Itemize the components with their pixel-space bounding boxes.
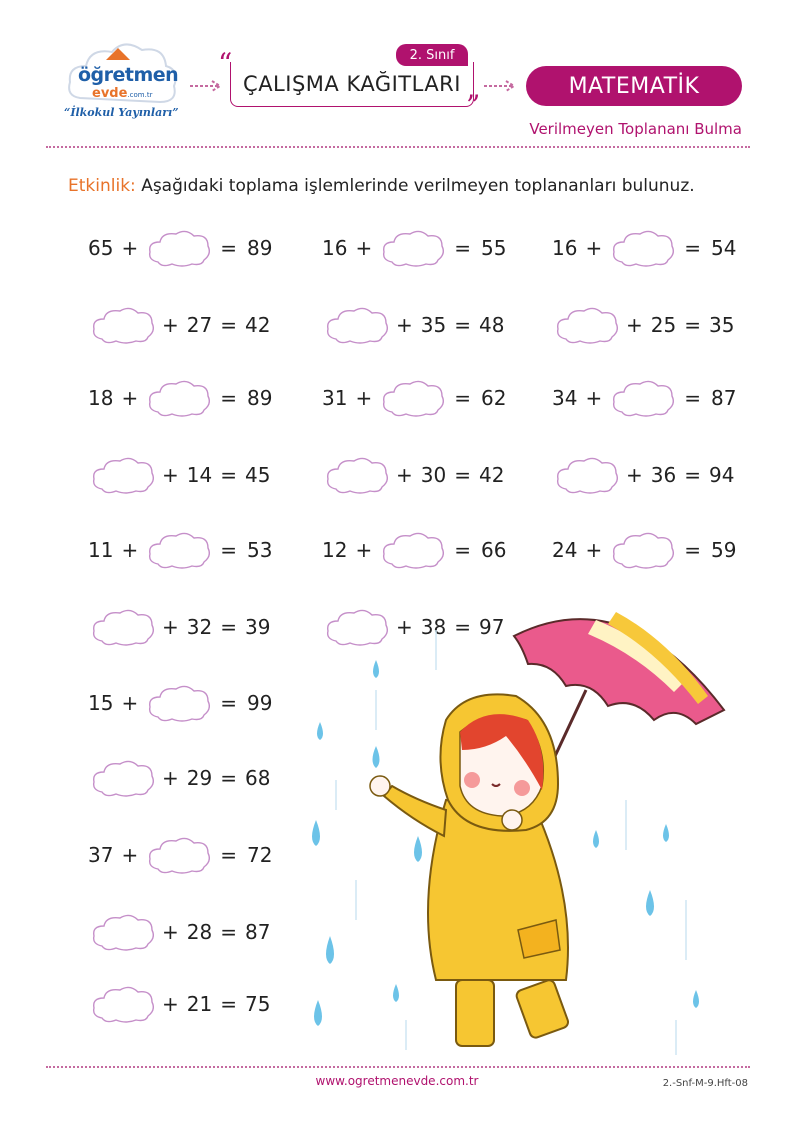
known-addend: 25 [650, 313, 677, 337]
known-addend: 65 [88, 236, 114, 260]
sum-value: 89 [246, 236, 273, 260]
equals-sign: = [684, 386, 701, 410]
footer-url[interactable]: www.ogretmenevde.com.tr [315, 1074, 479, 1088]
answer-cloud-box[interactable] [90, 984, 154, 1024]
sum-value: 35 [708, 313, 735, 337]
plus-sign: + [585, 538, 603, 562]
answer-cloud-box[interactable] [90, 607, 154, 647]
answer-cloud-box[interactable] [146, 228, 210, 268]
plus-sign: + [585, 236, 603, 260]
sum-value: 55 [480, 236, 507, 260]
equals-sign: = [220, 766, 237, 790]
sum-value: 45 [244, 463, 271, 487]
sum-value: 42 [478, 463, 505, 487]
open-quote: “ [218, 47, 233, 80]
sum-value: 66 [480, 538, 507, 562]
sum-value: 48 [478, 313, 505, 337]
addition-problem [88, 228, 272, 268]
answer-cloud-box[interactable] [380, 378, 444, 418]
sum-value: 99 [246, 691, 273, 715]
plus-sign: + [396, 313, 413, 337]
plus-sign: + [585, 386, 603, 410]
answer-cloud-box[interactable] [146, 530, 210, 570]
addition-problem [554, 455, 734, 495]
sum-value: 53 [246, 538, 273, 562]
sum-value: 72 [246, 843, 273, 867]
girl-with-umbrella-illustration [296, 600, 736, 1060]
answer-cloud-box[interactable] [554, 455, 618, 495]
addition-problem [322, 378, 506, 418]
known-addend: 35 [420, 313, 447, 337]
sum-value: 42 [244, 313, 271, 337]
grade-badge: 2. Sınıf [396, 44, 468, 66]
known-addend: 16 [322, 236, 348, 260]
equals-sign: = [220, 386, 237, 410]
instruction-text: Aşağıdaki toplama işlemlerinde verilmeyen toplananları bulunuz. [141, 176, 695, 196]
answer-cloud-box[interactable] [324, 305, 388, 345]
answer-cloud-box[interactable] [554, 305, 618, 345]
addition-problem [90, 758, 270, 798]
addition-problem [88, 378, 272, 418]
known-addend: 38 [420, 615, 447, 639]
equals-sign: = [684, 538, 701, 562]
addition-problem [552, 530, 736, 570]
known-addend: 18 [88, 386, 114, 410]
known-addend: 11 [88, 538, 114, 562]
divider [46, 146, 750, 148]
known-addend: 29 [186, 766, 213, 790]
equals-sign: = [220, 313, 237, 337]
close-quote: ” [466, 89, 481, 122]
equals-sign: = [454, 313, 471, 337]
known-addend: 28 [186, 920, 213, 944]
sum-value: 62 [480, 386, 507, 410]
answer-cloud-box[interactable] [90, 455, 154, 495]
plus-sign: + [162, 313, 179, 337]
answer-cloud-box[interactable] [610, 378, 674, 418]
equals-sign: = [454, 386, 471, 410]
plus-sign: + [162, 615, 179, 639]
plus-sign: + [355, 236, 373, 260]
subject-label: MATEMATİK [568, 73, 700, 99]
answer-cloud-box[interactable] [90, 758, 154, 798]
known-addend: 32 [186, 615, 213, 639]
addition-problem [552, 378, 736, 418]
plus-sign: + [396, 615, 413, 639]
plus-sign: + [162, 992, 179, 1016]
addition-problem [88, 683, 272, 723]
known-addend: 31 [322, 386, 348, 410]
equals-sign: = [684, 463, 701, 487]
answer-cloud-box[interactable] [90, 912, 154, 952]
logo-name-line2: evde.com.tr [92, 86, 153, 101]
instruction [68, 176, 695, 196]
plus-sign: + [162, 463, 179, 487]
addition-problem [554, 305, 734, 345]
answer-cloud-box[interactable] [146, 683, 210, 723]
plus-sign: + [121, 691, 139, 715]
plus-sign: + [355, 538, 373, 562]
known-addend: 14 [186, 463, 213, 487]
addition-problem [324, 305, 504, 345]
known-addend: 30 [420, 463, 447, 487]
addition-problem [552, 228, 736, 268]
plus-sign: + [626, 313, 643, 337]
addition-problem [322, 228, 506, 268]
divider [46, 1066, 750, 1068]
known-addend: 24 [552, 538, 578, 562]
answer-cloud-box[interactable] [146, 835, 210, 875]
addition-problem [88, 530, 272, 570]
sum-value: 39 [244, 615, 271, 639]
equals-sign: = [220, 691, 237, 715]
equals-sign: = [220, 615, 237, 639]
sum-value: 87 [244, 920, 271, 944]
arrow-right-icon [188, 78, 228, 94]
equals-sign: = [220, 843, 237, 867]
addition-problem [90, 984, 270, 1024]
logo-name-line1: öğretmen [78, 64, 179, 86]
addition-problem [90, 607, 270, 647]
answer-cloud-box[interactable] [610, 228, 674, 268]
addition-problem [324, 455, 504, 495]
plus-sign: + [626, 463, 643, 487]
sum-value: 59 [710, 538, 737, 562]
plus-sign: + [355, 386, 373, 410]
equals-sign: = [220, 920, 237, 944]
plus-sign: + [121, 386, 139, 410]
instruction-label: Etkinlik: [68, 176, 136, 196]
addition-problem [90, 455, 270, 495]
known-addend: 21 [186, 992, 213, 1016]
addition-problem [90, 912, 270, 952]
equals-sign: = [454, 538, 471, 562]
equals-sign: = [454, 236, 471, 260]
known-addend: 27 [186, 313, 213, 337]
plus-sign: + [121, 538, 139, 562]
logo-tagline: “İlkokul Yayınları” [64, 106, 179, 119]
equals-sign: = [454, 463, 471, 487]
topic-title: Verilmeyen Toplananı Bulma [529, 120, 742, 138]
known-addend: 34 [552, 386, 578, 410]
plus-sign: + [162, 920, 179, 944]
sum-value: 97 [478, 615, 505, 639]
equals-sign: = [454, 615, 471, 639]
known-addend: 36 [650, 463, 677, 487]
known-addend: 15 [88, 691, 114, 715]
arrow-right-icon [482, 78, 522, 94]
equals-sign: = [684, 236, 701, 260]
answer-cloud-box[interactable] [90, 305, 154, 345]
footer-code: 2.-Snf-M-9.Hft-08 [662, 1078, 748, 1089]
sum-value: 54 [710, 236, 737, 260]
addition-problem [90, 305, 270, 345]
answer-cloud-box[interactable] [380, 530, 444, 570]
equals-sign: = [220, 236, 237, 260]
plus-sign: + [121, 843, 139, 867]
answer-cloud-box[interactable] [324, 455, 388, 495]
page-title: ÇALIŞMA KAĞITLARI [230, 62, 474, 107]
addition-problem [322, 530, 506, 570]
plus-sign: + [162, 766, 179, 790]
answer-cloud-box[interactable] [610, 530, 674, 570]
equals-sign: = [220, 992, 237, 1016]
answer-cloud-box[interactable] [380, 228, 444, 268]
addition-problem [88, 835, 272, 875]
sum-value: 89 [246, 386, 273, 410]
equals-sign: = [220, 538, 237, 562]
equals-sign: = [684, 313, 701, 337]
sum-value: 94 [708, 463, 735, 487]
brand-logo [62, 36, 182, 126]
plus-sign: + [121, 236, 139, 260]
sum-value: 75 [244, 992, 271, 1016]
equals-sign: = [220, 463, 237, 487]
sum-value: 87 [710, 386, 737, 410]
plus-sign: + [396, 463, 413, 487]
answer-cloud-box[interactable] [146, 378, 210, 418]
known-addend: 37 [88, 843, 114, 867]
sum-value: 68 [244, 766, 271, 790]
known-addend: 16 [552, 236, 578, 260]
subject-badge [526, 66, 742, 106]
known-addend: 12 [322, 538, 348, 562]
